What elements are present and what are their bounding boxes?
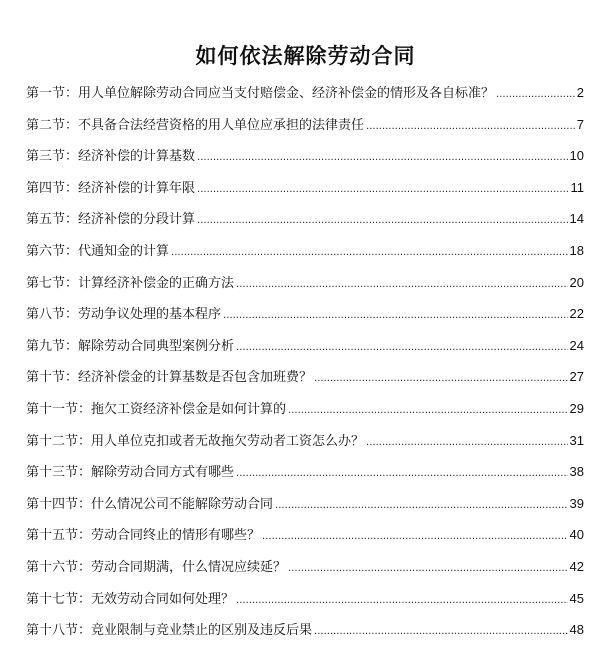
toc-heading[interactable]: 计算经济补偿金的正确方法 (78, 275, 235, 291)
toc-entry[interactable] (26, 114, 584, 146)
toc-dot-leader (288, 563, 567, 574)
toc-dot-leader (262, 531, 567, 542)
toc-separator: ： (65, 338, 79, 354)
toc-dot-leader (236, 595, 567, 606)
toc-section-label: 第六节 (26, 243, 66, 259)
toc-entry[interactable] (26, 588, 584, 620)
toc-separator: ： (65, 117, 79, 133)
toc-section-label: 第十八节 (26, 623, 79, 639)
toc-entry[interactable] (26, 240, 584, 272)
toc-separator: ： (65, 275, 79, 291)
toc-entry[interactable] (26, 430, 584, 462)
toc-separator: ： (65, 370, 79, 386)
toc-separator: ： (78, 559, 92, 575)
toc-section-label: 第八节 (26, 307, 66, 323)
toc-dot-leader (197, 152, 567, 163)
toc-page-number: 42 (569, 558, 584, 574)
toc-entry[interactable] (26, 461, 584, 493)
toc-section-label: 第十三节 (26, 465, 79, 481)
toc-section-label: 第十四节 (26, 496, 79, 512)
toc-section-label: 第十二节 (26, 433, 79, 449)
toc-heading[interactable]: 不具备合法经营资格的用人单位应承担的法律责任 (78, 117, 365, 133)
toc-section-label: 第七节 (26, 275, 66, 291)
toc-dot-leader (366, 121, 575, 132)
toc-separator: ： (65, 149, 79, 165)
toc-heading[interactable]: 代通知金的计算 (78, 243, 170, 259)
toc-dot-leader (288, 405, 567, 416)
toc-entry[interactable] (26, 524, 584, 556)
toc-page-number: 27 (569, 369, 584, 385)
toc-entry[interactable] (26, 303, 584, 335)
toc-separator: ： (65, 86, 79, 101)
toc-heading[interactable]: 用人单位解除劳动合同应当支付赔偿金、经济补偿金的情形及各自标准？ (78, 86, 495, 101)
toc-separator: ： (78, 401, 92, 417)
toc-page-number: 24 (569, 337, 584, 353)
toc-heading[interactable]: 竞业限制与竞业禁止的区别及违反后果 (91, 623, 313, 639)
toc-heading[interactable]: 经济补偿的计算年限 (78, 180, 196, 196)
toc-entry[interactable] (26, 145, 584, 177)
toc-dot-leader (496, 89, 575, 100)
toc-page-number: 38 (569, 464, 584, 480)
page-title: 如何依法解除劳动合同 (195, 44, 416, 69)
toc-page-number: 29 (569, 400, 584, 416)
toc-heading[interactable]: 经济补偿金的计算基数是否包含加班费？ (78, 370, 313, 386)
toc-page-number: 22 (569, 306, 584, 322)
toc-section-label: 第二节 (26, 117, 66, 133)
toc-dot-leader (314, 373, 567, 384)
toc-page-number: 11 (570, 179, 584, 195)
toc-dot-leader (236, 468, 567, 479)
toc-section-label: 第十节 (26, 370, 66, 386)
toc-entry[interactable] (26, 177, 584, 209)
toc-section-label: 第十五节 (26, 528, 79, 544)
toc-heading[interactable]: 劳动争议处理的基本程序 (78, 307, 222, 323)
toc-heading[interactable]: 经济补偿的分段计算 (78, 212, 196, 228)
toc-separator: ： (78, 433, 92, 449)
toc-dot-leader (236, 342, 567, 353)
toc-entry[interactable] (26, 619, 584, 651)
toc-dot-leader (197, 184, 568, 195)
toc-section-label: 第十一节 (26, 401, 79, 417)
toc-section-label: 第十七节 (26, 591, 79, 607)
toc-section-label: 第一节 (26, 86, 66, 101)
toc-dot-leader (171, 247, 567, 258)
toc-heading[interactable]: 经济补偿的计算基数 (78, 149, 196, 165)
toc-separator: ： (65, 180, 79, 196)
toc-entry[interactable] (26, 398, 584, 430)
toc-heading[interactable]: 解除劳动合同典型案例分析 (78, 338, 235, 354)
toc-heading[interactable]: 劳动合同期满，什么情况应续延？ (91, 559, 287, 575)
toc-entry[interactable] (26, 556, 584, 588)
toc-page-number: 39 (569, 495, 584, 511)
toc-section-label: 第四节 (26, 180, 66, 196)
toc-heading[interactable]: 解除劳动合同方式有哪些 (91, 465, 235, 481)
toc-heading[interactable]: 用人单位克扣或者无故拖欠劳动者工资怎么办？ (91, 433, 365, 449)
toc-page-number: 48 (569, 622, 584, 638)
toc-dot-leader (275, 500, 567, 511)
toc-separator: ： (78, 623, 92, 639)
toc-page-number: 14 (569, 211, 584, 227)
toc-page-number: 45 (569, 590, 584, 606)
toc-separator: ： (78, 591, 92, 607)
toc-entry[interactable] (26, 82, 584, 114)
toc-page-number: 40 (569, 527, 584, 543)
toc-page-number: 31 (569, 432, 584, 448)
toc-dot-leader (366, 437, 567, 448)
toc-dot-leader (314, 626, 567, 637)
toc-separator: ： (65, 212, 79, 228)
toc-entry[interactable] (26, 366, 584, 398)
toc-dot-leader (223, 310, 567, 321)
toc-dot-leader (236, 279, 567, 290)
toc-page-number: 2 (576, 85, 584, 100)
toc-dot-leader (197, 215, 567, 226)
toc-separator: ： (78, 496, 92, 512)
toc-heading[interactable]: 什么情况公司不能解除劳动合同 (91, 496, 274, 512)
toc-entry[interactable] (26, 272, 584, 304)
toc-page-number: 20 (569, 274, 584, 290)
table-of-contents (26, 82, 584, 651)
toc-separator: ： (78, 528, 92, 544)
toc-heading[interactable]: 拖欠工资经济补偿金是如何计算的 (91, 401, 287, 417)
toc-entry[interactable] (26, 208, 584, 240)
toc-section-label: 第三节 (26, 149, 66, 165)
toc-page-number: 10 (569, 148, 584, 164)
toc-section-label: 第九节 (26, 338, 66, 354)
toc-page-number: 7 (576, 116, 584, 132)
toc-entry[interactable] (26, 335, 584, 367)
toc-separator: ： (78, 465, 92, 481)
toc-heading[interactable]: 劳动合同终止的情形有哪些？ (91, 528, 261, 544)
toc-separator: ： (65, 307, 79, 323)
toc-section-label: 第十六节 (26, 559, 79, 575)
toc-heading[interactable]: 无效劳动合同如何处理？ (91, 591, 235, 607)
toc-separator: ： (65, 243, 79, 259)
toc-section-label: 第五节 (26, 212, 66, 228)
toc-entry[interactable] (26, 493, 584, 525)
toc-page-number: 18 (569, 242, 584, 258)
